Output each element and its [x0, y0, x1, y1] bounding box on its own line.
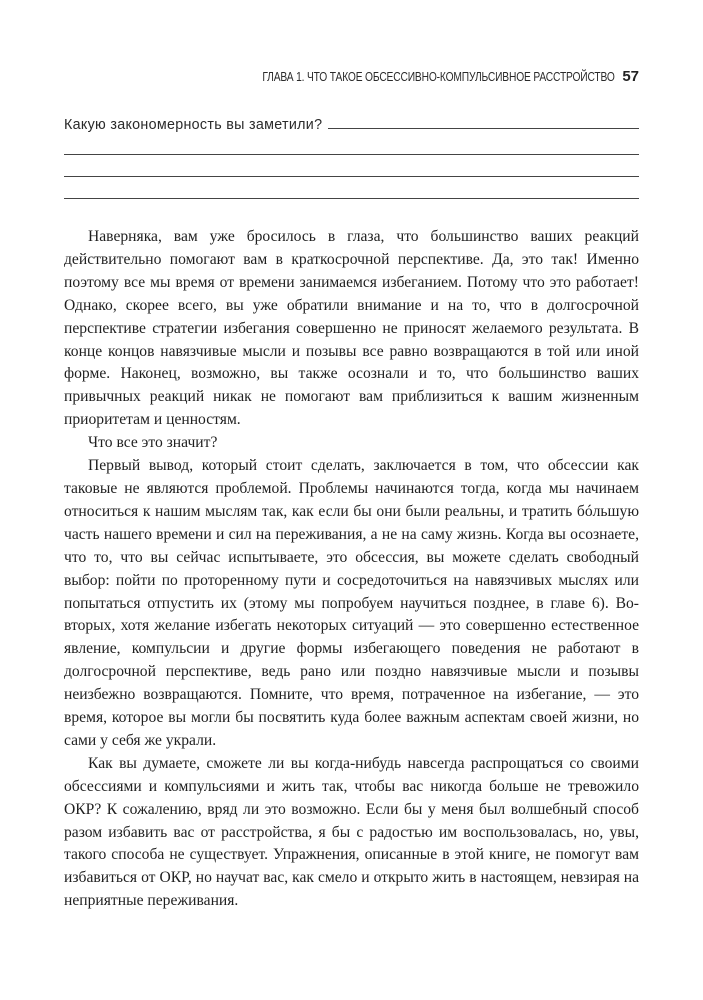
main-text — [64, 226, 639, 913]
chapter-title: ГЛАВА 1. ЧТО ТАКОЕ ОБСЕССИВНО-КОМПУЛЬСИВНОЕ РАССТРОЙСТВО — [262, 70, 615, 84]
answer-line[interactable] — [64, 133, 639, 155]
answer-line[interactable] — [64, 155, 639, 177]
running-header — [64, 68, 639, 85]
paragraph: Как вы думаете, сможете ли вы когда-нибудь навсегда распрощаться со своими обсессиями и компульсиями и жить так, чтобы вас никогда больше не тревожило ОКР? К сожалению, вряд ли это возможно. Если бы у меня был волшебный способ разом избавить вас от расстройства, я бы с радостью им воспользовалась, но, увы, такого способа не существует. Упражнения, описанные в этой книге, не помогут вам избавиться от ОКР, но научат вас, как смело и открыто жить в настоящем, невзирая на неприятные переживания. — [64, 754, 639, 910]
paragraph: Наверняка, вам уже бросилось в глаза, что большинство ваших реакций действительно помогают вам в краткосрочной перспективе. Да, это так! Именно поэтому все мы время от времени занимаемся избеганием. Потому что это работает! Однако, скорее всего, вы уже обратили внимание и на то, что в долгосрочной перспективе стратегии избегания совершенно не приносят желаемого результата. В конце концов навязчивые мысли и позывы все равно возвращаются в той или иной форме. Наконец, возможно, вы также осознали и то, что большинство ваших привычных реакций никак не помогают вам приблизиться к вашим жизненным приоритетам и ценностям. — [64, 228, 639, 429]
paragraph: Первый вывод, который стоит сделать, заключается в том, что обсессии как таковые не являются проблемой. Проблемы начинаются тогда, когда мы начинаем относиться к нашим мыслям так, как если бы они были реальны, и тратить бóльшую часть нашего времени и сил на переживания, а не на саму жизнь. Когда вы осознаете, что то, что вы сейчас испытываете, это обсессия, вы можете сделать свободный выбор: пойти по проторенному пути и сосредоточиться на навязчивых мыслях или попытаться отпустить их (этому мы попробуем научиться позднее, в главе 6). Во-вторых, хотя желание избегать некоторых ситуаций — это совершенно естественное явление, компульсии и другие формы избегающего поведения не работают в долгосрочной перспективе, ведь рано или поздно навязчивые мысли и позывы неизбежно возвращаются. Помните, что время, потраченное на избегание, — это время, которое вы могли бы посвятить куда более важным аспектам своей жизни, но сами у себя же украли. — [64, 457, 639, 749]
page-number: 57 — [622, 68, 639, 85]
paragraph: Что все это значит? — [88, 434, 218, 452]
question-label: Какую закономерность вы заметили? — [64, 117, 323, 133]
answer-line[interactable] — [64, 177, 639, 199]
exercise-question-block — [64, 111, 639, 199]
question-row — [64, 111, 639, 133]
answer-line[interactable] — [328, 128, 639, 129]
